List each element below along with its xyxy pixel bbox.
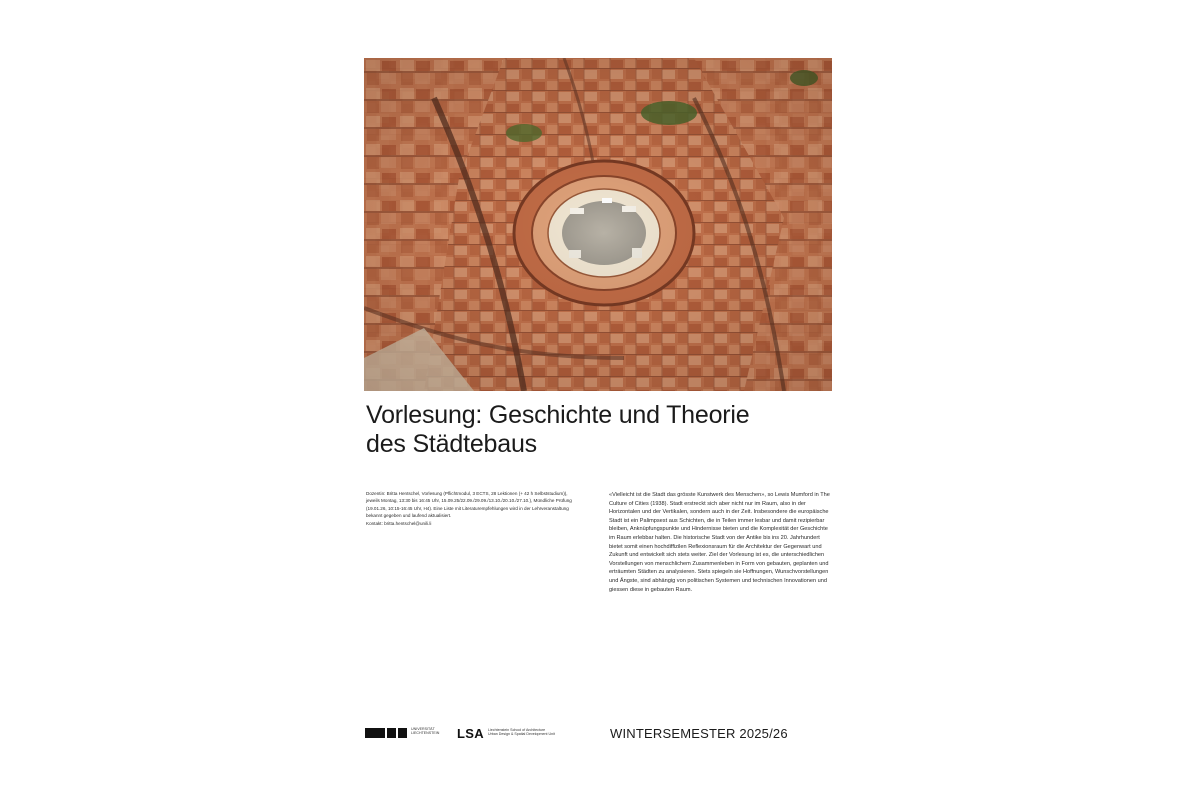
title-line-2: des Städtebaus xyxy=(366,430,537,458)
aerial-photo-lucca-piazza xyxy=(364,58,832,391)
course-details xyxy=(366,490,582,527)
lsa-subtitle-line-1: Liechtenstein School of Architecture xyxy=(488,728,546,732)
contact-text: Kontakt: britta.hentschel@unili.li xyxy=(366,520,432,526)
course-description-text: «Vielleicht ist die Stadt das grösste Kunstwerk des Menschen», so Lewis Mumford in The Culture of Cities (1938). Stadt erstreckt sich aber nicht nur im Raum, also in der Horizontalen und der Vertikalen, sondern auch in der Zeit. Insbesondere die europäische Stadt ist ein Palimpsest aus Schichten, die in Teilen immer lesbar und damit rezipierbar bleiben, Anknüpfungspunkte und Hindernisse bieten und die Komplexität der Geschichte im Raum erlebbar halten. Die historische Stadt von der Antike bis ins 20. Jahrhundert bietet somit einen hochdiffizilen Reflexionsraum für die Architektur der Gegenwart und Zukunft und entwickelt sich stets weiter. Ziel der Vorlesung ist es, die unterschiedlichen Vorstellungen von menschlichem Zusammenleben in Form von gebauten, geplanten und erträumten Städten zu analysieren. Stets spiegeln sie Hoffnungen, Wunschvorstellungen und Ängste, sind abhängig von politischen Systemen und technischen Innovationen und giessen diese in gebauten Raum. xyxy=(609,492,830,593)
university-logo xyxy=(365,726,440,740)
lsa-logo-letters: LSA xyxy=(457,726,484,741)
page-title xyxy=(366,401,826,459)
course-description xyxy=(609,491,832,594)
semester-label: WINTERSEMESTER 2025/26 xyxy=(610,726,788,741)
lsa-logo xyxy=(457,726,597,742)
title-line-1: Vorlesung: Geschichte und Theorie xyxy=(366,401,750,429)
course-details-text: Dozentin: Britta Hentschel, Vorlesung (Pflichtmodul, 3 ECTS, 28 Lektionen (+ 42 h Selbststudium)), jeweils Montag, 13:30 bis 16:45 Uhr, 15.09.25/22.09./29.09./13.10./20.10./27.10.), Mündliche Prüfung (19.01.26, 10:15-16:45 Uhr, H4). Eine Liste mit Literaturempfehlungen wird in der Lehrveranstaltung bekannt gegeben und laufend aktualisiert. xyxy=(366,491,572,519)
university-logo-line-2: LIECHTENSTEIN xyxy=(411,731,440,736)
poster xyxy=(364,58,832,748)
university-logo-text xyxy=(411,727,441,735)
lsa-logo-subtitle xyxy=(488,728,598,737)
lsa-subtitle-line-2: Urban Design & Spatial Development Unit xyxy=(488,732,555,737)
aerial-photo-illustration xyxy=(364,58,832,391)
university-logo-line-1: UNIVERSITÄT xyxy=(411,727,435,731)
footer xyxy=(364,722,832,746)
university-logo-icon xyxy=(365,728,409,738)
